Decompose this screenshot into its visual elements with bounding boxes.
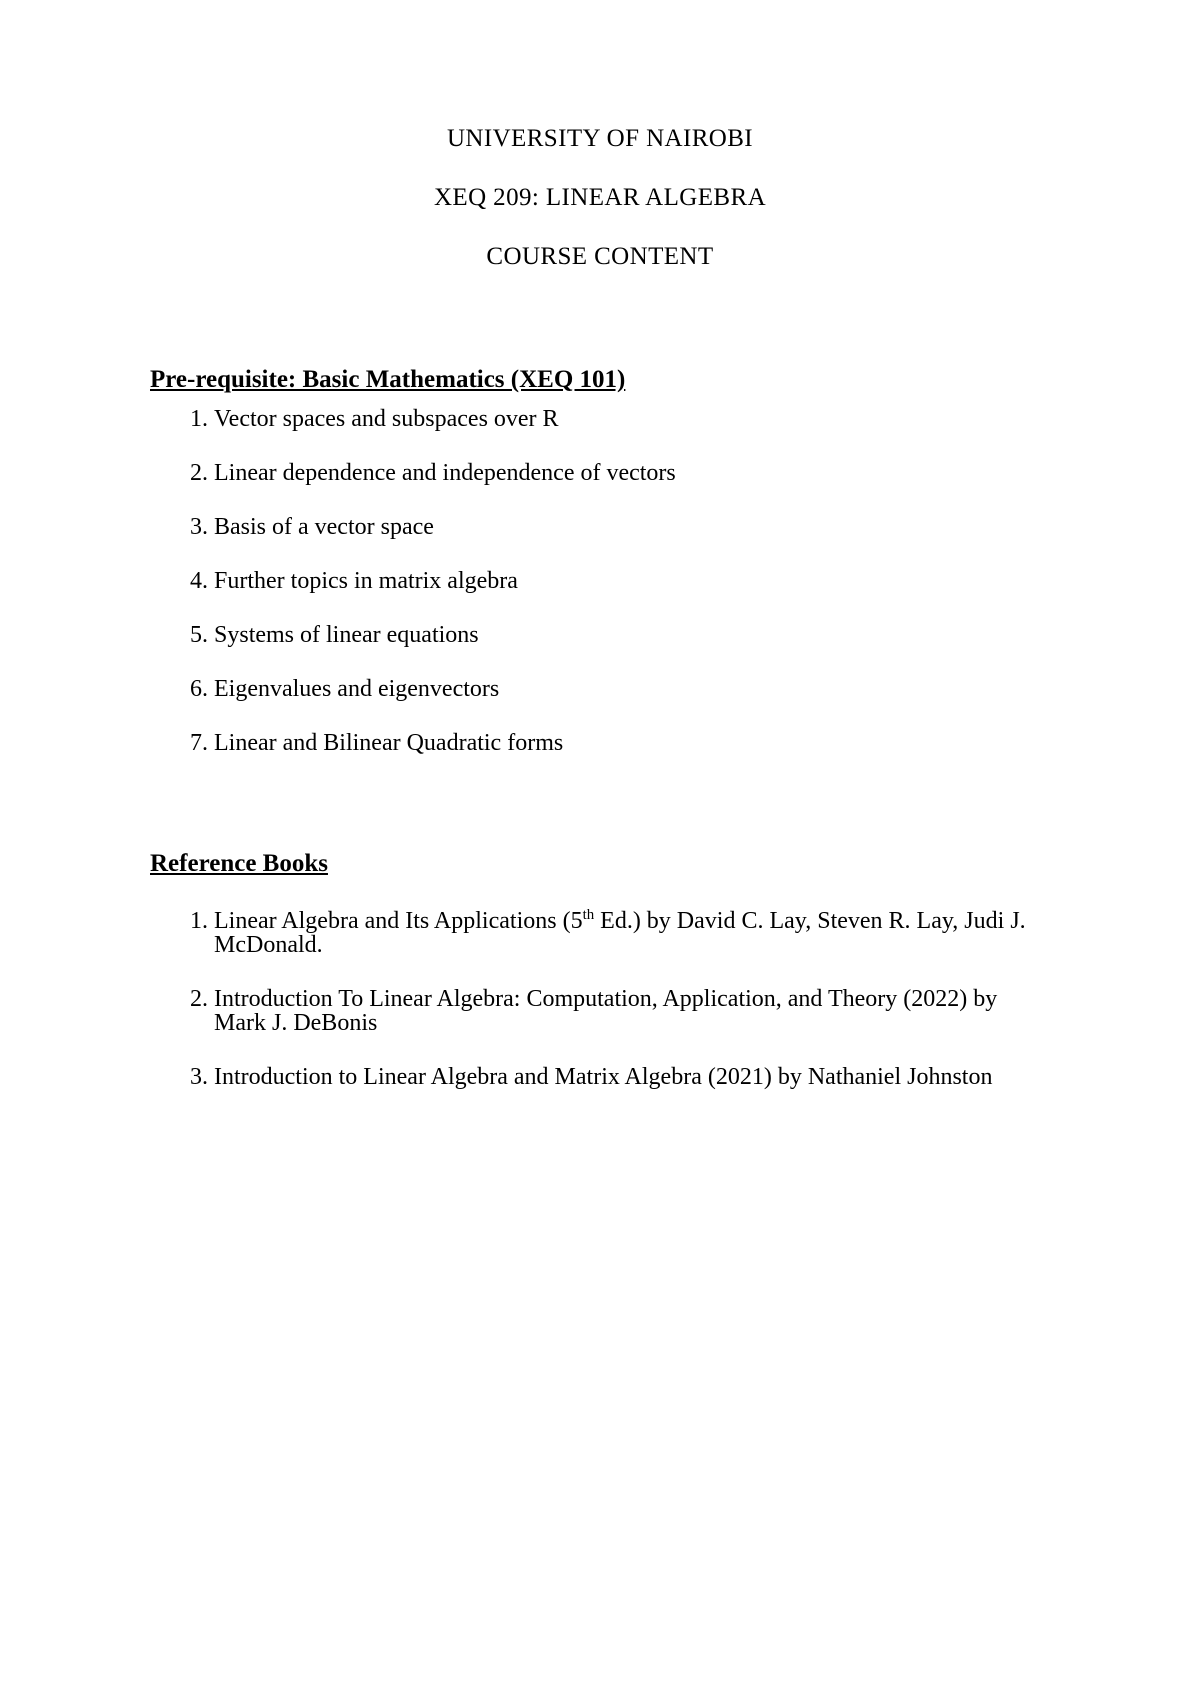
list-item bbox=[150, 623, 1050, 647]
references-section bbox=[150, 769, 1050, 1089]
list-item bbox=[150, 987, 1050, 1035]
list-item bbox=[150, 569, 1050, 593]
references-list bbox=[150, 909, 1050, 1089]
title-block bbox=[150, 126, 1050, 269]
list-item-number: 3. bbox=[190, 1064, 208, 1090]
list-item bbox=[150, 1065, 1050, 1089]
university-name: UNIVERSITY OF NAIROBI bbox=[446, 125, 754, 152]
reference-text-part2: Ed.) by David C. Lay, Steven R. Lay, Judi J. McDonald. bbox=[214, 908, 1026, 958]
list-item bbox=[150, 909, 1050, 957]
prerequisite-section bbox=[150, 303, 1050, 755]
list-item-text: Linear and Bilinear Quadratic forms bbox=[214, 730, 564, 756]
list-item-text: Systems of linear equations bbox=[214, 622, 479, 648]
list-item-text: Basis of a vector space bbox=[214, 514, 434, 540]
list-item-number: 2. bbox=[190, 986, 208, 1012]
course-code-title: XEQ 209: LINEAR ALGEBRA bbox=[433, 184, 767, 211]
list-item bbox=[150, 407, 1050, 431]
reference-text-part1: Linear Algebra and Its Applications (5 bbox=[214, 908, 583, 934]
list-item-number: 1. bbox=[190, 406, 208, 432]
list-item-number: 3. bbox=[190, 514, 208, 540]
list-item-number: 1. bbox=[190, 908, 208, 934]
list-item-number: 7. bbox=[190, 730, 208, 756]
list-item-number: 5. bbox=[190, 622, 208, 648]
reference-text-part1: Introduction To Linear Algebra: Computation, Application, and Theory (2022) by Mark J. DeBonis bbox=[214, 986, 998, 1036]
list-item-text: Vector spaces and subspaces over R bbox=[214, 406, 559, 432]
list-item-number: 4. bbox=[190, 568, 208, 594]
reference-text-part1: Introduction to Linear Algebra and Matrix Algebra (2021) by Nathaniel Johnston bbox=[214, 1064, 993, 1090]
list-item-text: Further topics in matrix algebra bbox=[214, 568, 518, 594]
list-item bbox=[150, 515, 1050, 539]
list-item bbox=[150, 731, 1050, 755]
list-item-text: Eigenvalues and eigenvectors bbox=[214, 676, 500, 702]
topics-list bbox=[150, 407, 1050, 755]
list-item bbox=[150, 677, 1050, 701]
course-content-title: COURSE CONTENT bbox=[486, 243, 714, 270]
prerequisite-heading: Pre-requisite: Basic Mathematics (XEQ 101) bbox=[150, 366, 626, 393]
list-item-text: Linear dependence and independence of vectors bbox=[214, 460, 676, 486]
list-item-number: 2. bbox=[190, 460, 208, 486]
list-item bbox=[150, 461, 1050, 485]
reference-ordinal-suffix: th bbox=[582, 907, 595, 923]
references-heading: Reference Books bbox=[150, 850, 328, 877]
list-item-number: 6. bbox=[190, 676, 208, 702]
